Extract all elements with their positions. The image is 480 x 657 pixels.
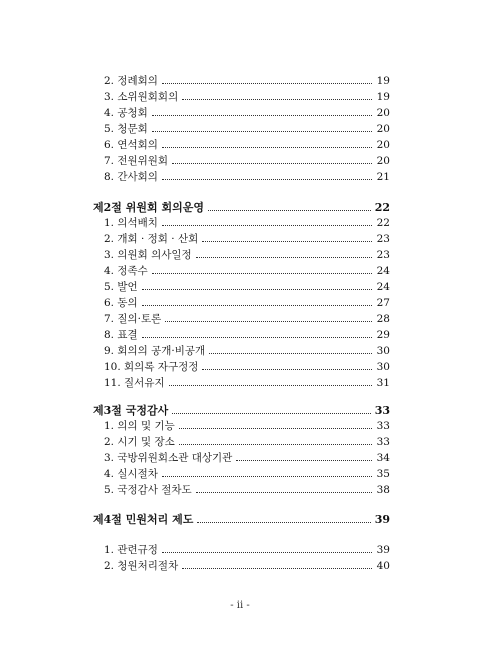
dot-leader xyxy=(182,98,372,100)
dot-leader xyxy=(197,521,370,523)
toc-entry[interactable]: 4. 정족수 24 xyxy=(104,265,390,277)
toc-entry[interactable]: 3. 소위원회회의 19 xyxy=(104,91,390,103)
dot-leader xyxy=(208,209,371,211)
toc-entry[interactable]: 3. 의원회 의사일정 23 xyxy=(104,249,390,261)
dot-leader xyxy=(142,288,372,290)
toc-entry[interactable]: 4. 실시절차 35 xyxy=(104,468,390,480)
toc-entry[interactable]: 6. 연석회의 20 xyxy=(104,139,390,151)
toc-entry[interactable]: 5. 국정감사 절차도 38 xyxy=(104,484,390,496)
page-number: - ii - xyxy=(230,600,250,611)
toc-section-heading[interactable]: 제2절 위원회 회의운영 22 xyxy=(93,201,390,214)
toc-entry[interactable]: 1. 의의 및 기능 33 xyxy=(104,420,390,432)
dot-leader xyxy=(236,459,372,461)
toc-entry[interactable]: 8. 표결 29 xyxy=(104,329,390,341)
dot-leader xyxy=(152,114,372,116)
toc-entry[interactable]: 4. 공청회 20 xyxy=(104,107,390,119)
dot-leader xyxy=(162,82,372,84)
dot-leader xyxy=(152,272,372,274)
toc-entry[interactable]: 10. 회의록 자구정정 30 xyxy=(104,361,390,373)
toc-entry[interactable]: 2. 시기 및 장소 33 xyxy=(104,436,390,448)
dot-leader xyxy=(169,384,372,386)
dot-leader xyxy=(172,412,370,414)
toc-entry[interactable]: 11. 질서유지 31 xyxy=(104,377,390,389)
dot-leader xyxy=(179,443,372,445)
toc-entry[interactable]: 8. 간사회의 21 xyxy=(104,171,390,183)
dot-leader xyxy=(142,304,372,306)
toc-entry[interactable]: 7. 질의·토론 28 xyxy=(104,313,390,325)
dot-leader xyxy=(162,551,372,553)
dot-leader xyxy=(202,368,372,370)
dot-leader xyxy=(162,178,372,180)
toc-section-heading[interactable]: 제4절 민원처리 제도 39 xyxy=(93,513,390,526)
toc-entry[interactable]: 3. 국방위원회소관 대상기관 34 xyxy=(104,452,390,464)
toc-entry[interactable]: 2. 정례회의 19 xyxy=(104,75,390,87)
dot-leader xyxy=(202,240,372,242)
dot-leader xyxy=(162,475,372,477)
dot-leader xyxy=(142,336,372,338)
toc-entry[interactable]: 1. 관련규정 39 xyxy=(104,544,390,556)
dot-leader xyxy=(179,427,372,429)
dot-leader xyxy=(152,130,372,132)
dot-leader xyxy=(196,491,372,493)
dot-leader xyxy=(165,320,372,322)
toc-entry[interactable]: 2. 개회 · 정회 · 산회 23 xyxy=(104,233,390,245)
dot-leader xyxy=(162,146,372,148)
toc-entry[interactable]: 9. 회의의 공개·비공개 30 xyxy=(104,345,390,357)
toc-entry[interactable]: 5. 발언 24 xyxy=(104,281,390,293)
dot-leader xyxy=(196,256,372,258)
toc-entry[interactable]: 1. 의석배치 22 xyxy=(104,217,390,229)
toc-entry[interactable]: 7. 전원위원회 20 xyxy=(104,155,390,167)
toc-section-heading[interactable]: 제3절 국정감사 33 xyxy=(93,404,390,417)
dot-leader xyxy=(162,224,372,226)
dot-leader xyxy=(209,352,372,354)
dot-leader xyxy=(172,162,372,164)
dot-leader xyxy=(182,567,372,569)
toc-entry[interactable]: 5. 청문회 20 xyxy=(104,123,390,135)
toc-entry[interactable]: 6. 동의 27 xyxy=(104,297,390,309)
toc-entry[interactable]: 2. 청원처리절차 40 xyxy=(104,560,390,572)
